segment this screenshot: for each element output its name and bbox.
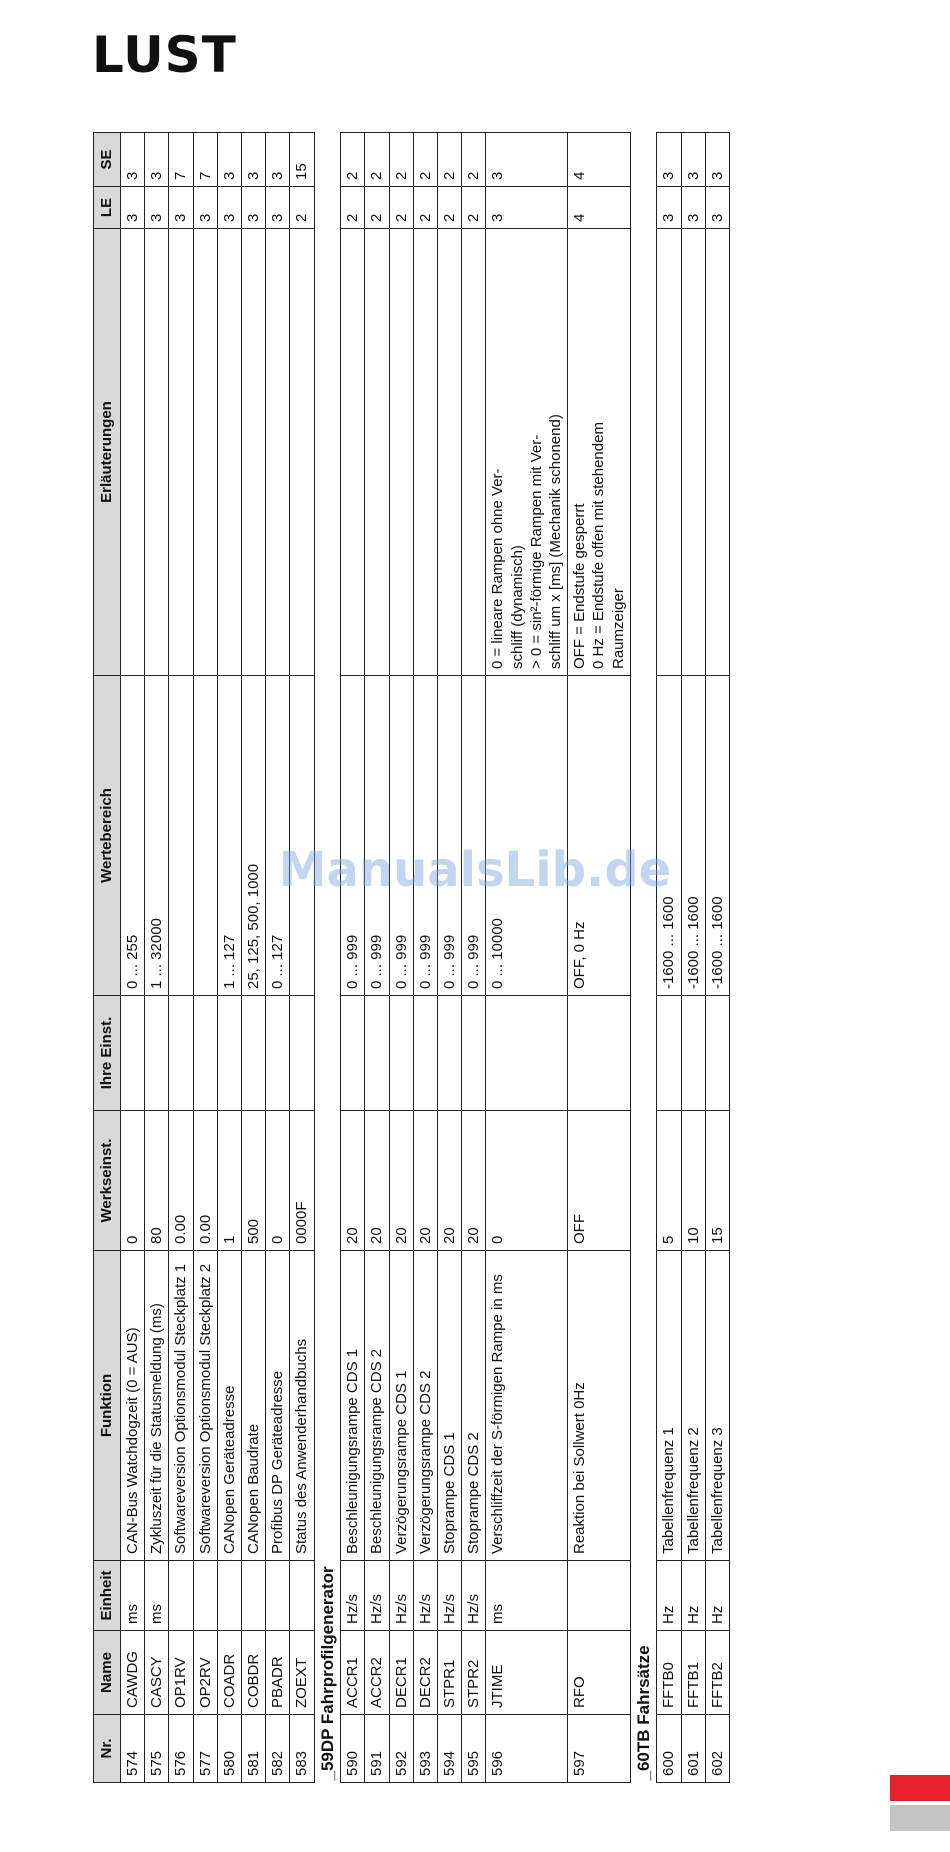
cell-ihre-einst bbox=[438, 996, 462, 1111]
cell-se: 3 bbox=[681, 133, 705, 187]
cell-einheit: Hz/s bbox=[365, 1561, 389, 1631]
cell-funktion: Stoprampe CDS 2 bbox=[462, 1251, 486, 1561]
cell-name: OP2RV bbox=[193, 1631, 217, 1715]
cell-ihre-einst bbox=[705, 996, 729, 1111]
cell-name: OP1RV bbox=[169, 1631, 193, 1715]
cell-le: 3 bbox=[241, 187, 265, 229]
table-row bbox=[145, 133, 169, 1783]
cell-name: FFTB1 bbox=[681, 1631, 705, 1715]
cell-erlaeuterungen bbox=[145, 229, 169, 676]
page-tab-grey bbox=[890, 1805, 950, 1831]
header-werkseinst: Werkseinst. bbox=[94, 1111, 121, 1251]
cell-se: 2 bbox=[413, 133, 437, 187]
cell-werkseinst: 0.00 bbox=[169, 1111, 193, 1251]
cell-funktion: Zykluszeit für die Statusmeldung (ms) bbox=[145, 1251, 169, 1561]
cell-name: PBADR bbox=[266, 1631, 290, 1715]
table-row bbox=[413, 133, 437, 1783]
cell-wertebereich bbox=[169, 676, 193, 996]
table-row bbox=[217, 133, 241, 1783]
cell-name: DECR1 bbox=[389, 1631, 413, 1715]
cell-se: 7 bbox=[169, 133, 193, 187]
cell-erlaeuterungen bbox=[241, 229, 265, 676]
cell-werkseinst: 10 bbox=[681, 1111, 705, 1251]
cell-le: 3 bbox=[705, 187, 729, 229]
cell-werkseinst: 0000F bbox=[290, 1111, 314, 1251]
cell-nr: 583 bbox=[290, 1715, 314, 1783]
cell-se: 3 bbox=[121, 133, 145, 187]
cell-werkseinst: 5 bbox=[657, 1111, 681, 1251]
section-row bbox=[314, 133, 341, 1783]
cell-werkseinst: 80 bbox=[145, 1111, 169, 1251]
cell-funktion: Softwareversion Optionsmodul Steckplatz 2 bbox=[193, 1251, 217, 1561]
cell-name: CASCY bbox=[145, 1631, 169, 1715]
table-row bbox=[241, 133, 265, 1783]
cell-nr: 600 bbox=[657, 1715, 681, 1783]
section-row bbox=[630, 133, 657, 1783]
cell-einheit: Hz bbox=[657, 1561, 681, 1631]
table-row bbox=[438, 133, 462, 1783]
cell-se: 2 bbox=[462, 133, 486, 187]
cell-werkseinst: 20 bbox=[341, 1111, 365, 1251]
cell-se: 2 bbox=[438, 133, 462, 187]
cell-se: 7 bbox=[193, 133, 217, 187]
page-tab-red bbox=[890, 1775, 950, 1801]
cell-ihre-einst bbox=[241, 996, 265, 1111]
header-einheit: Einheit bbox=[94, 1561, 121, 1631]
cell-einheit bbox=[193, 1561, 217, 1631]
cell-erlaeuterungen bbox=[341, 229, 365, 676]
cell-werkseinst: 1 bbox=[217, 1111, 241, 1251]
table-row bbox=[365, 133, 389, 1783]
cell-funktion: Profibus DP Geräteadresse bbox=[266, 1251, 290, 1561]
cell-funktion: Beschleunigungsrampe CDS 1 bbox=[341, 1251, 365, 1561]
cell-einheit: Hz/s bbox=[413, 1561, 437, 1631]
cell-name: ZOEXT bbox=[290, 1631, 314, 1715]
cell-erlaeuterungen bbox=[193, 229, 217, 676]
cell-funktion: Reaktion bei Sollwert 0Hz bbox=[568, 1251, 631, 1561]
cell-werkseinst: 0.00 bbox=[193, 1111, 217, 1251]
cell-einheit: Hz/s bbox=[341, 1561, 365, 1631]
cell-ihre-einst bbox=[568, 996, 631, 1111]
cell-se: 3 bbox=[145, 133, 169, 187]
cell-le: 3 bbox=[657, 187, 681, 229]
cell-funktion: Stoprampe CDS 1 bbox=[438, 1251, 462, 1561]
cell-funktion: Status des Anwenderhandbuchs bbox=[290, 1251, 314, 1561]
cell-le: 4 bbox=[568, 187, 631, 229]
cell-le: 2 bbox=[462, 187, 486, 229]
cell-wertebereich: 1 ... 127 bbox=[217, 676, 241, 996]
cell-einheit bbox=[568, 1561, 631, 1631]
header-wertebereich: Wertebereich bbox=[94, 676, 121, 996]
cell-le: 3 bbox=[121, 187, 145, 229]
cell-se: 3 bbox=[241, 133, 265, 187]
cell-nr: 596 bbox=[486, 1715, 568, 1783]
cell-erlaeuterungen: OFF = Endstufe gesperrt 0 Hz = Endstufe offen mit stehendem Raumzeiger bbox=[568, 229, 631, 676]
table-row bbox=[389, 133, 413, 1783]
cell-werkseinst: 20 bbox=[462, 1111, 486, 1251]
header-nr: Nr. bbox=[94, 1715, 121, 1783]
cell-le: 3 bbox=[266, 187, 290, 229]
header-ihre-einst: Ihre Einst. bbox=[94, 996, 121, 1111]
cell-wertebereich: 0 ... 999 bbox=[365, 676, 389, 996]
cell-ihre-einst bbox=[169, 996, 193, 1111]
table-row bbox=[193, 133, 217, 1783]
cell-nr: 601 bbox=[681, 1715, 705, 1783]
cell-erlaeuterungen bbox=[365, 229, 389, 676]
cell-name: FFTB0 bbox=[657, 1631, 681, 1715]
cell-erlaeuterungen bbox=[413, 229, 437, 676]
cell-funktion: CAN-Bus Watchdogzeit (0 = AUS) bbox=[121, 1251, 145, 1561]
cell-einheit bbox=[217, 1561, 241, 1631]
table-header-row bbox=[94, 133, 121, 1783]
cell-wertebereich bbox=[290, 676, 314, 996]
cell-werkseinst: 20 bbox=[413, 1111, 437, 1251]
cell-nr: 593 bbox=[413, 1715, 437, 1783]
cell-wertebereich: 0 ... 10000 bbox=[486, 676, 568, 996]
cell-nr: 597 bbox=[568, 1715, 631, 1783]
header-se: SE bbox=[94, 133, 121, 187]
cell-erlaeuterungen bbox=[389, 229, 413, 676]
header-funktion: Funktion bbox=[94, 1251, 121, 1561]
cell-einheit bbox=[169, 1561, 193, 1631]
cell-wertebereich: 1 ... 32000 bbox=[145, 676, 169, 996]
cell-einheit: Hz/s bbox=[462, 1561, 486, 1631]
cell-nr: 577 bbox=[193, 1715, 217, 1783]
cell-wertebereich: 0 ... 999 bbox=[413, 676, 437, 996]
cell-le: 2 bbox=[290, 187, 314, 229]
cell-name: ACCR1 bbox=[341, 1631, 365, 1715]
cell-werkseinst: OFF bbox=[568, 1111, 631, 1251]
cell-ihre-einst bbox=[266, 996, 290, 1111]
cell-funktion: Beschleunigungsrampe CDS 2 bbox=[365, 1251, 389, 1561]
cell-name: ACCR2 bbox=[365, 1631, 389, 1715]
cell-le: 3 bbox=[681, 187, 705, 229]
cell-wertebereich: 25, 125, 500, 1000 bbox=[241, 676, 265, 996]
cell-werkseinst: 500 bbox=[241, 1111, 265, 1251]
table-row bbox=[169, 133, 193, 1783]
cell-nr: 602 bbox=[705, 1715, 729, 1783]
cell-werkseinst: 15 bbox=[705, 1111, 729, 1251]
cell-funktion: CANopen Baudrate bbox=[241, 1251, 265, 1561]
cell-wertebereich: 0 ... 999 bbox=[462, 676, 486, 996]
cell-name: COADR bbox=[217, 1631, 241, 1715]
cell-erlaeuterungen bbox=[266, 229, 290, 676]
cell-einheit bbox=[241, 1561, 265, 1631]
cell-ihre-einst bbox=[389, 996, 413, 1111]
cell-funktion: CANopen Geräteadresse bbox=[217, 1251, 241, 1561]
lust-logo: LUST bbox=[92, 26, 237, 84]
header-name: Name bbox=[94, 1631, 121, 1715]
cell-werkseinst: 0 bbox=[486, 1111, 568, 1251]
cell-name: JTIME bbox=[486, 1631, 568, 1715]
cell-le: 3 bbox=[486, 187, 568, 229]
table-row bbox=[486, 133, 568, 1783]
cell-nr: 595 bbox=[462, 1715, 486, 1783]
cell-nr: 582 bbox=[266, 1715, 290, 1783]
cell-funktion: Softwareversion Optionsmodul Steckplatz 1 bbox=[169, 1251, 193, 1561]
cell-se: 3 bbox=[486, 133, 568, 187]
cell-wertebereich: OFF, 0 Hz bbox=[568, 676, 631, 996]
cell-einheit: Hz bbox=[705, 1561, 729, 1631]
table-row bbox=[290, 133, 314, 1783]
table-row bbox=[657, 133, 681, 1783]
cell-le: 3 bbox=[145, 187, 169, 229]
cell-ihre-einst bbox=[486, 996, 568, 1111]
cell-se: 3 bbox=[266, 133, 290, 187]
cell-ihre-einst bbox=[681, 996, 705, 1111]
cell-einheit: Hz/s bbox=[389, 1561, 413, 1631]
table-row bbox=[462, 133, 486, 1783]
cell-erlaeuterungen bbox=[438, 229, 462, 676]
cell-funktion: Verzögerungsrampe CDS 2 bbox=[413, 1251, 437, 1561]
cell-ihre-einst bbox=[121, 996, 145, 1111]
cell-wertebereich bbox=[193, 676, 217, 996]
cell-name: COBDR bbox=[241, 1631, 265, 1715]
table-row bbox=[568, 133, 631, 1783]
cell-name: RFO bbox=[568, 1631, 631, 1715]
cell-wertebereich: 0 ... 999 bbox=[438, 676, 462, 996]
cell-nr: 590 bbox=[341, 1715, 365, 1783]
cell-funktion: Tabellenfrequenz 2 bbox=[681, 1251, 705, 1561]
cell-ihre-einst bbox=[341, 996, 365, 1111]
cell-le: 2 bbox=[365, 187, 389, 229]
cell-nr: 594 bbox=[438, 1715, 462, 1783]
header-le: LE bbox=[94, 187, 121, 229]
cell-wertebereich: 0 ... 127 bbox=[266, 676, 290, 996]
cell-erlaeuterungen bbox=[705, 229, 729, 676]
cell-le: 2 bbox=[341, 187, 365, 229]
cell-funktion: Verzögerungsrampe CDS 1 bbox=[389, 1251, 413, 1561]
cell-einheit: Hz bbox=[681, 1561, 705, 1631]
section-title: _59DP Fahrprofilgenerator bbox=[314, 133, 341, 1783]
parameter-table bbox=[93, 132, 730, 1783]
cell-einheit: ms bbox=[121, 1561, 145, 1631]
cell-einheit bbox=[290, 1561, 314, 1631]
cell-erlaeuterungen bbox=[462, 229, 486, 676]
cell-nr: 575 bbox=[145, 1715, 169, 1783]
cell-werkseinst: 20 bbox=[389, 1111, 413, 1251]
watermark: ManualsLib.de bbox=[278, 842, 672, 898]
cell-name: CAWDG bbox=[121, 1631, 145, 1715]
cell-erlaeuterungen bbox=[657, 229, 681, 676]
cell-se: 3 bbox=[217, 133, 241, 187]
cell-le: 2 bbox=[413, 187, 437, 229]
table-row bbox=[266, 133, 290, 1783]
table-row bbox=[341, 133, 365, 1783]
cell-le: 2 bbox=[438, 187, 462, 229]
cell-einheit: Hz/s bbox=[438, 1561, 462, 1631]
cell-nr: 580 bbox=[217, 1715, 241, 1783]
cell-wertebereich: -1600 ... 1600 bbox=[657, 676, 681, 996]
cell-nr: 581 bbox=[241, 1715, 265, 1783]
cell-name: STPR1 bbox=[438, 1631, 462, 1715]
cell-wertebereich: -1600 ... 1600 bbox=[681, 676, 705, 996]
cell-se: 4 bbox=[568, 133, 631, 187]
cell-se: 2 bbox=[365, 133, 389, 187]
cell-wertebereich: 0 ... 999 bbox=[389, 676, 413, 996]
cell-erlaeuterungen bbox=[681, 229, 705, 676]
cell-name: DECR2 bbox=[413, 1631, 437, 1715]
cell-ihre-einst bbox=[413, 996, 437, 1111]
cell-le: 3 bbox=[217, 187, 241, 229]
cell-le: 3 bbox=[193, 187, 217, 229]
cell-ihre-einst bbox=[217, 996, 241, 1111]
cell-einheit bbox=[266, 1561, 290, 1631]
rotated-page-content bbox=[93, 133, 883, 1783]
cell-werkseinst: 20 bbox=[438, 1111, 462, 1251]
table-row bbox=[121, 133, 145, 1783]
cell-le: 3 bbox=[169, 187, 193, 229]
cell-ihre-einst bbox=[193, 996, 217, 1111]
cell-einheit: ms bbox=[486, 1561, 568, 1631]
cell-ihre-einst bbox=[657, 996, 681, 1111]
cell-se: 15 bbox=[290, 133, 314, 187]
cell-werkseinst: 0 bbox=[121, 1111, 145, 1251]
cell-erlaeuterungen bbox=[217, 229, 241, 676]
cell-werkseinst: 20 bbox=[365, 1111, 389, 1251]
cell-ihre-einst bbox=[145, 996, 169, 1111]
cell-ihre-einst bbox=[365, 996, 389, 1111]
cell-se: 2 bbox=[341, 133, 365, 187]
cell-einheit: ms bbox=[145, 1561, 169, 1631]
cell-ihre-einst bbox=[290, 996, 314, 1111]
cell-le: 2 bbox=[389, 187, 413, 229]
cell-funktion: Tabellenfrequenz 1 bbox=[657, 1251, 681, 1561]
table-row bbox=[681, 133, 705, 1783]
cell-wertebereich: 0 ... 255 bbox=[121, 676, 145, 996]
header-erlaeuterungen: Erläuterungen bbox=[94, 229, 121, 676]
cell-ihre-einst bbox=[462, 996, 486, 1111]
cell-nr: 591 bbox=[365, 1715, 389, 1783]
cell-nr: 576 bbox=[169, 1715, 193, 1783]
cell-se: 2 bbox=[389, 133, 413, 187]
cell-werkseinst: 0 bbox=[266, 1111, 290, 1251]
cell-se: 3 bbox=[705, 133, 729, 187]
table-row bbox=[705, 133, 729, 1783]
cell-erlaeuterungen bbox=[121, 229, 145, 676]
cell-name: STPR2 bbox=[462, 1631, 486, 1715]
cell-name: FFTB2 bbox=[705, 1631, 729, 1715]
section-title: _60TB Fahrsätze bbox=[630, 133, 657, 1783]
cell-nr: 574 bbox=[121, 1715, 145, 1783]
cell-wertebereich: 0 ... 999 bbox=[341, 676, 365, 996]
cell-erlaeuterungen bbox=[169, 229, 193, 676]
cell-funktion: Verschliffzeit der S-förmigen Rampe in ms bbox=[486, 1251, 568, 1561]
cell-funktion: Tabellenfrequenz 3 bbox=[705, 1251, 729, 1561]
cell-se: 3 bbox=[657, 133, 681, 187]
cell-erlaeuterungen bbox=[290, 229, 314, 676]
cell-erlaeuterungen: 0 = lineare Rampen ohne Ver- schliff (dynamisch) > 0 = sin²-förmige Rampen mit Ver- schliff um x [ms] (Mechanik schonend) bbox=[486, 229, 568, 676]
cell-wertebereich: -1600 ... 1600 bbox=[705, 676, 729, 996]
cell-nr: 592 bbox=[389, 1715, 413, 1783]
